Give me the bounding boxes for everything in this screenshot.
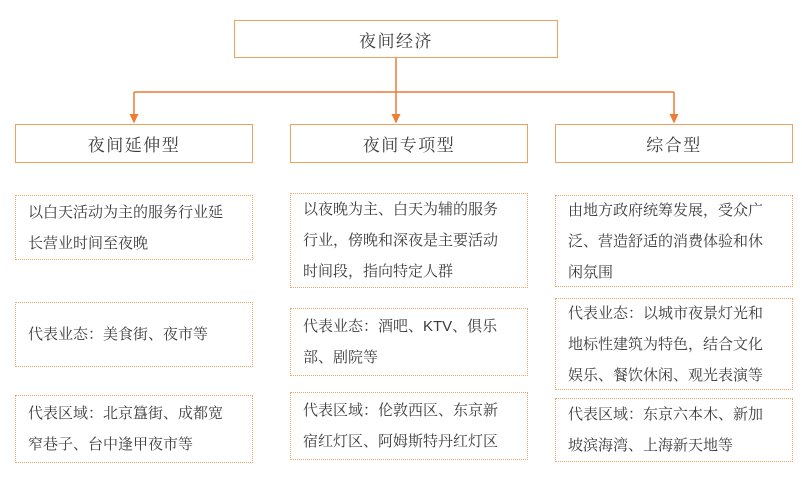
arrow-down-icon (130, 114, 139, 124)
root-node-night-economy (234, 20, 558, 58)
regions-box-night-special (290, 392, 528, 460)
business-types-text: 代表业态：美食街、夜市等 (28, 326, 209, 343)
business-types-text: 代表业态：酒吧、KTV、俱乐部、剧院等 (303, 318, 498, 366)
arrow-down-icon (670, 114, 679, 124)
definition-text: 以夜晚为主、白天为辅的服务行业，傍晚和深夜是主要活动时间段，指向特定人群 (303, 201, 499, 280)
regions-box-night-extension (15, 395, 253, 463)
branch-header-label: 综合型 (646, 136, 702, 155)
branch-header-label: 夜间专项型 (362, 136, 456, 155)
arrow-down-icon (392, 114, 401, 124)
branch-header-night-extension (15, 124, 253, 163)
business-types-box-night-special (290, 308, 528, 376)
business-types-text: 代表业态：以城市夜景灯光和地标性建筑为特色，结合文化娱乐、餐饮休闲、观光表演等 (568, 304, 764, 384)
regions-text: 代表区域：伦敦西区、东京新宿红灯区、阿姆斯特丹红灯区 (303, 402, 499, 450)
definition-box-night-extension (15, 195, 253, 260)
branch-header-label: 夜间延伸型 (87, 136, 181, 155)
regions-box-comprehensive (555, 398, 793, 462)
definition-text: 以白天活动为主的服务行业延长营业时间至夜晚 (28, 203, 224, 252)
business-types-box-comprehensive (555, 298, 793, 390)
regions-text: 代表区域：北京簋街、成都宽窄巷子、台中逢甲夜市等 (28, 405, 224, 453)
root-node-label: 夜间经济 (359, 31, 433, 51)
business-types-box-night-extension (15, 302, 253, 367)
branch-header-night-special (290, 124, 528, 163)
definition-box-comprehensive (555, 195, 793, 287)
definition-text: 由地方政府统筹发展，受众广泛、营造舒适的消费体验和休闲氛围 (568, 201, 764, 281)
branch-header-comprehensive (555, 124, 793, 163)
regions-text: 代表区域：东京六本木、新加坡滨海湾、上海新天地等 (568, 406, 764, 454)
definition-box-night-special (290, 193, 528, 288)
